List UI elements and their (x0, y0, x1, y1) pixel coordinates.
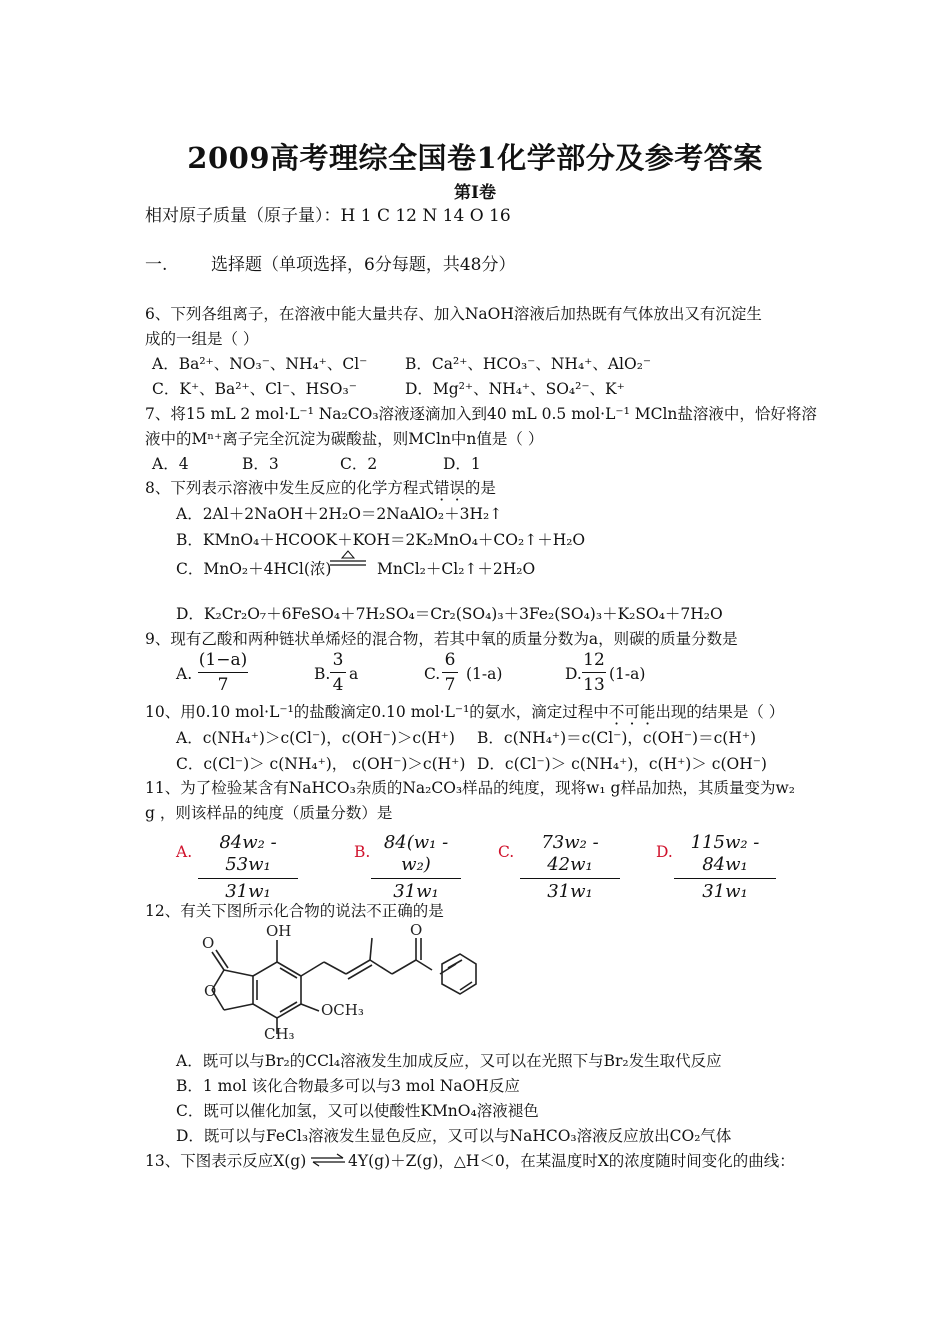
q10-option-d: D．c(Cl⁻)＞ c(NH₄⁺)，c(H⁺)＞ c(OH⁻) (477, 755, 767, 773)
q9-option-a-label: A. (176, 665, 193, 683)
q6-option-b: B．Ca²⁺、HCO₃⁻、NH₄⁺、AlO₂⁻ (405, 355, 652, 373)
q10-stem-post: 出现的结果是（ ） (655, 703, 785, 721)
fraction-bar (198, 672, 248, 673)
fraction-bar (330, 672, 346, 673)
q11-option-a-fraction (198, 832, 298, 903)
q12-option-d: D．既可以与FeCl₃溶液发生显色反应，又可以与NaHCO₃溶液反应放出CO₂气体 (176, 1127, 732, 1145)
fraction-bar (520, 878, 620, 879)
q9-option-d-label: D. (565, 665, 582, 683)
q7-option-c: C．2 (340, 455, 378, 473)
q12-stem: 12、有关下图所示化合物的说法不正确的是 (145, 902, 444, 920)
q11-d-denominator: 31w₁ (702, 881, 748, 902)
fraction-bar (442, 672, 458, 673)
struct-ester-o-label: O (410, 921, 423, 939)
q6-stem-line1: 6、下列各组离子，在溶液中能大量共存、加入NaOH溶液后加热既有气体放出又有沉淀生 (145, 305, 762, 323)
q9-stem: 9、现有乙酸和两种链状单烯烃的混合物，若其中氧的质量分数为a，则碳的质量分数是 (145, 630, 738, 648)
q9-b-denominator: 4 (332, 675, 344, 695)
q11-option-a-label: A. (176, 843, 193, 861)
q8-emphasis-1: 错 (433, 479, 450, 497)
q10-emphasis-1: 不 (608, 703, 625, 721)
q10-emphasis-3: 能 (639, 703, 656, 721)
q11-b-denominator: 31w₁ (393, 881, 439, 902)
q9-a-denominator: 7 (217, 675, 229, 695)
fraction-bar (198, 878, 298, 879)
q9-option-d-fraction (582, 650, 606, 695)
q8-stem (145, 476, 496, 498)
q6-option-a: A．Ba²⁺、NO₃⁻、NH₄⁺、Cl⁻ (152, 355, 368, 373)
q9-c-numerator: 6 (444, 650, 456, 670)
document-title: 2009高考理综全国卷1化学部分及参考答案 (187, 141, 763, 175)
q6-option-d: D．Mg²⁺、NH₄⁺、SO₄²⁻、K⁺ (405, 380, 625, 398)
q10-stem (145, 700, 784, 722)
q8-option-b: B．KMnO₄＋HCOOK＋KOH＝2K₂MnO₄＋CO₂↑＋H₂O (176, 531, 586, 549)
q11-d-numerator: 115w₂ - 84w₁ (690, 832, 760, 875)
q11-option-b-label: B. (354, 843, 371, 861)
q7-option-a: A．4 (152, 455, 189, 473)
q12-option-b: B．1 mol 该化合物最多可以与3 mol NaOH反应 (176, 1077, 520, 1095)
q9-option-c-tail: (1-a) (466, 665, 503, 683)
equilibrium-arrow (309, 1152, 347, 1168)
q9-b-numerator: 3 (332, 650, 344, 670)
q12-option-c: C．既可以催化加氢，又可以使酸性KMnO₄溶液褪色 (176, 1102, 539, 1120)
q6-stem-line2: 成的一组是（ ） (145, 330, 259, 348)
struct-carbonyl-o-label: O (202, 934, 215, 952)
q9-option-b-label: B. (314, 665, 331, 683)
q10-option-b: B．c(NH₄⁺)＝c(Cl⁻)，c(OH⁻)＝c(H⁺) (477, 729, 757, 747)
q8-option-a: A．2Al＋2NaOH＋2H₂O＝2NaAlO₂＋3H₂↑ (176, 505, 503, 523)
q7-stem-line1: 7、将15 mL 2 mol·L⁻¹ Na₂CO₃溶液逐滴加入到40 mL 0.5 mol·L⁻¹ MCln盐溶液中，恰好将溶 (145, 405, 817, 423)
q11-c-numerator: 73w₂ - 42w₁ (541, 832, 599, 875)
section-heading: 第Ⅰ卷 (454, 183, 496, 203)
q13-stem-post: 4Y(g)＋Z(g)，△H＜0，在某温度时X的浓度随时间变化的曲线： (348, 1152, 795, 1170)
part-number: 一. (145, 255, 168, 275)
q9-option-a-fraction (198, 650, 248, 695)
q11-option-c-label: C. (498, 843, 515, 861)
q6-option-c: C．K⁺、Ba²⁺、Cl⁻、HSO₃⁻ (152, 380, 357, 398)
part-title: 选择题（单项选择，6分每题，共48分） (211, 255, 516, 275)
heat-equals-sign (327, 548, 369, 570)
q8-option-c-left: C．MnO₂＋4HCl(浓) (176, 560, 332, 578)
fraction-bar (371, 878, 461, 879)
q11-stem-line1: 11、为了检验某含有NaHCO₃杂质的Na₂CO₃样品的纯度，现将w₁ g样品加热，其质量变为w₂ (145, 779, 795, 797)
struct-ring-o-label: O (204, 982, 217, 1000)
q10-option-c: C．c(Cl⁻)＞ c(NH₄⁺)， c(OH⁻)＞c(H⁺) (176, 755, 466, 773)
q11-option-c-fraction (520, 832, 620, 903)
q9-option-b-tail: a (349, 665, 359, 683)
chemical-structure-diagram (176, 918, 491, 1042)
atomic-mass-line: 相对原子质量（原子量）：H 1 C 12 N 14 O 16 (145, 206, 511, 226)
q7-stem-line2: 液中的Mⁿ⁺离子完全沉淀为碳酸盐，则MCln中n值是（ ） (145, 430, 544, 448)
fraction-bar (674, 878, 776, 879)
struct-ch3-label: CH₃ (264, 1025, 295, 1042)
q9-option-c-fraction (442, 650, 458, 695)
q8-option-d: D．K₂Cr₂O₇＋6FeSO₄＋7H₂SO₄＝Cr₂(SO₄)₃＋3Fe₂(SO₄)₃＋K₂SO₄＋7H₂O (176, 605, 723, 623)
q11-stem-line2: g ，则该样品的纯度（质量分数）是 (145, 804, 393, 822)
q9-a-numerator: (1−a) (198, 650, 248, 670)
q8-stem-post: 的是 (464, 479, 496, 497)
q11-a-denominator: 31w₁ (225, 881, 271, 902)
q8-stem-pre: 8、下列表示溶液中发生反应的化学方程式 (145, 479, 434, 497)
q10-emphasis-2: 可 (624, 703, 640, 721)
q11-c-denominator: 31w₁ (547, 881, 593, 902)
q7-option-d: D．1 (443, 455, 481, 473)
struct-oh-label: OH (266, 922, 292, 940)
q9-c-denominator: 7 (444, 675, 456, 695)
q9-option-c-label: C. (424, 665, 441, 683)
q12-option-a: A．既可以与Br₂的CCl₄溶液发生加成反应，又可以在光照下与Br₂发生取代反应 (176, 1052, 722, 1070)
fraction-bar (582, 672, 606, 673)
q7-option-b: B．3 (242, 455, 279, 473)
q11-a-numerator: 84w₂ - 53w₁ (219, 832, 277, 875)
q13-stem-pre: 13、下图表示反应X(g) (145, 1152, 307, 1170)
q11-option-b-fraction (371, 832, 461, 903)
q8-option-c-right: MnCl₂＋Cl₂↑＋2H₂O (377, 560, 536, 578)
q9-option-b-fraction (330, 650, 346, 695)
q9-option-d-tail: (1-a) (609, 665, 646, 683)
struct-och3-label: OCH₃ (321, 1001, 364, 1019)
q10-stem-pre: 10、用0.10 mol·L⁻¹的盐酸滴定0.10 mol·L⁻¹的氨水，滴定过程中 (145, 703, 609, 721)
q9-d-denominator: 13 (583, 675, 605, 695)
q11-option-d-label: D. (656, 843, 673, 861)
q9-d-numerator: 12 (583, 650, 605, 670)
q11-b-numerator: 84(w₁ - w₂) (383, 832, 449, 875)
q10-option-a: A．c(NH₄⁺)＞c(Cl⁻)，c(OH⁻)＞c(H⁺) (176, 729, 455, 747)
q11-option-d-fraction (674, 832, 776, 903)
q8-emphasis-2: 误 (449, 479, 465, 497)
